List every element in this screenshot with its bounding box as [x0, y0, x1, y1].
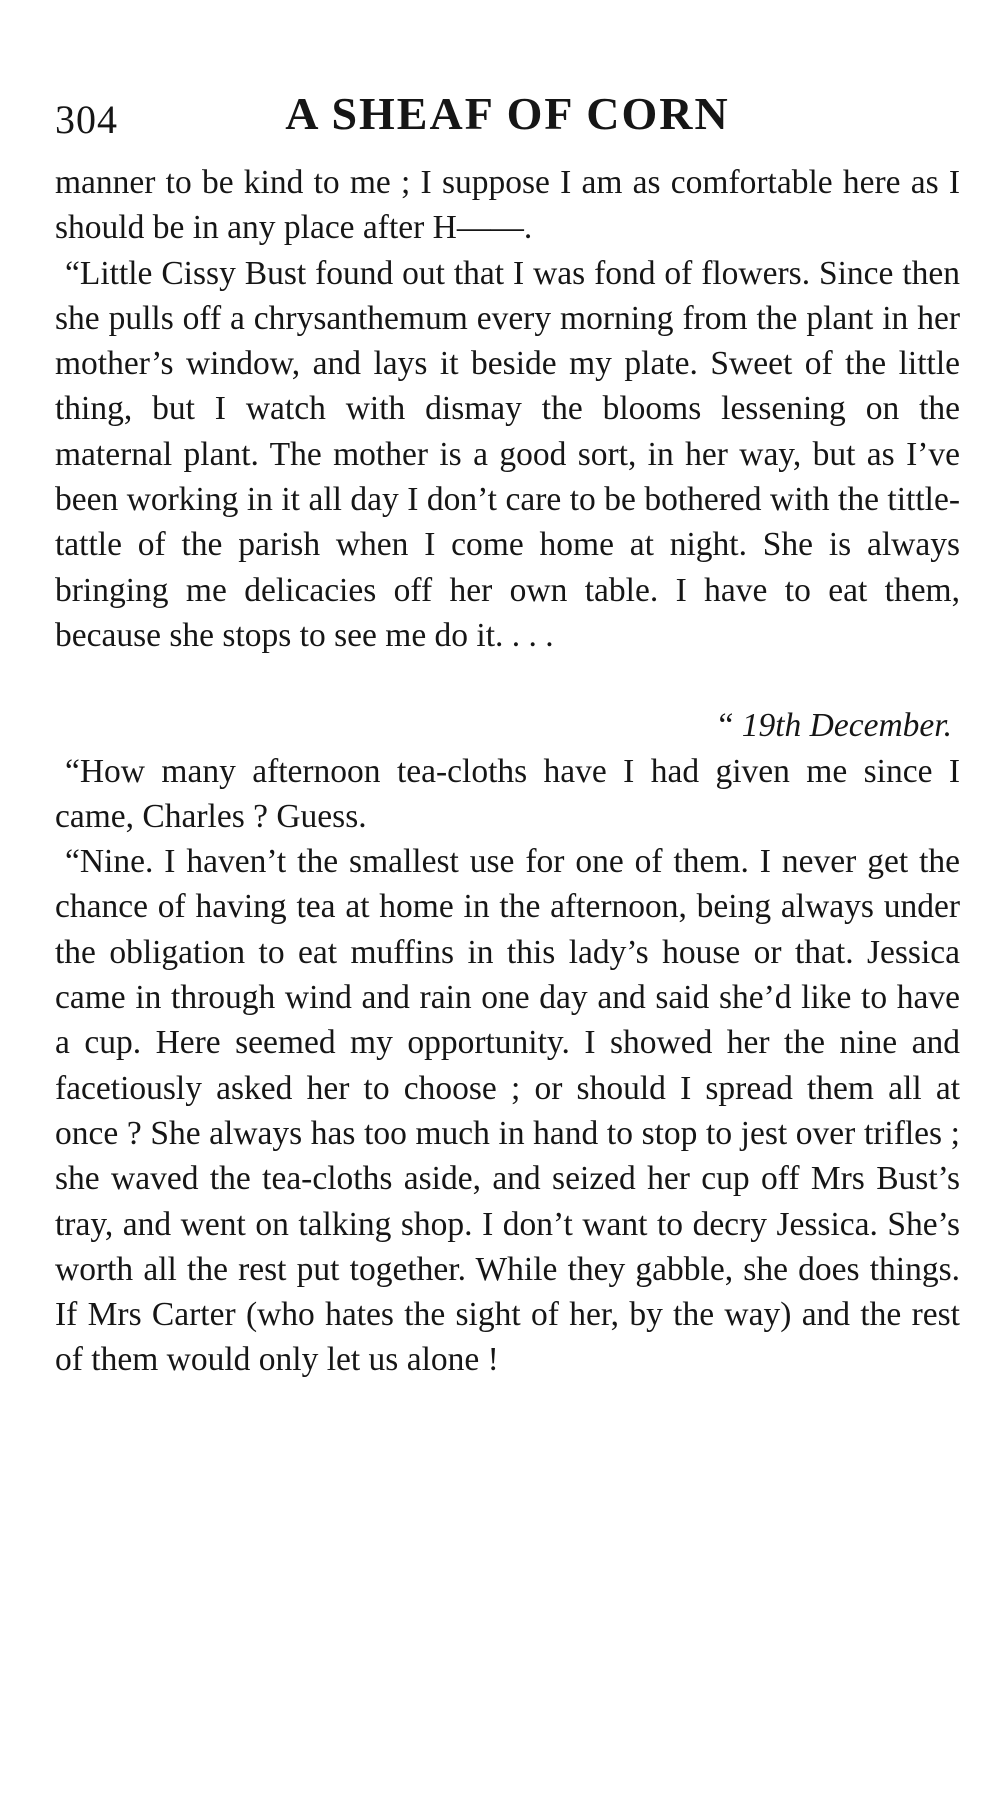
running-title: A SHEAF OF CORN — [285, 88, 730, 139]
letter-dateline — [55, 703, 960, 748]
paragraph-continued: manner to be kind to me ; I suppose I am as comfortable here as I should be in any place after H——. — [55, 164, 960, 247]
section-gap — [55, 658, 960, 703]
paragraph-tea-cloths: “How many afternoon tea-cloths have I had given me since I came, Charles ? Guess. — [55, 752, 960, 835]
dateline-quote-mark: “ — [718, 707, 742, 745]
paragraph-nine: “Nine. I haven’t the smallest use for one of them. I never get the chance of having tea at home in the afternoon, being always under the obligation to eat muffins in this lady’s house or that. Jessica came in through wind and rain one day and said she’d like to have a cup. Here seemed my opportunity. I showed her the nine and facetiously asked her to choose ; or should I spread them all at once ? She always has too much in hand to stop to jest over trifles ; she waved the tea-cloths aside, and seized her cup off Mrs Bust’s tray, and went on talking shop. I don’t want to decry Jessica. She’s worth all the rest put together. While they gabble, she does things. If Mrs Carter (who hates the sight of her, by the way) and the rest of them would only let us alone ! — [55, 843, 960, 1379]
body-text — [55, 160, 960, 1383]
paragraph-cissy-bust: “Little Cissy Bust found out that I was fond of flowers. Since then she pulls off a chrysanthemum every morning from the plant in her mother’s window, and lays it beside my plate. Sweet of the little thing, but I watch with dismay the blooms lessening on the maternal plant. The mother is a good sort, in her way, but as I’ve been working in it all day I don’t care to be bothered with the tittle-tattle of the parish when I come home at night. She is always bringing me delicacies off her own table. I have to eat them, because she stops to see me do it. . . . — [55, 254, 960, 654]
page-number: 304 — [55, 97, 118, 142]
page-header — [55, 86, 960, 146]
dateline-date: 19th December. — [741, 707, 952, 745]
